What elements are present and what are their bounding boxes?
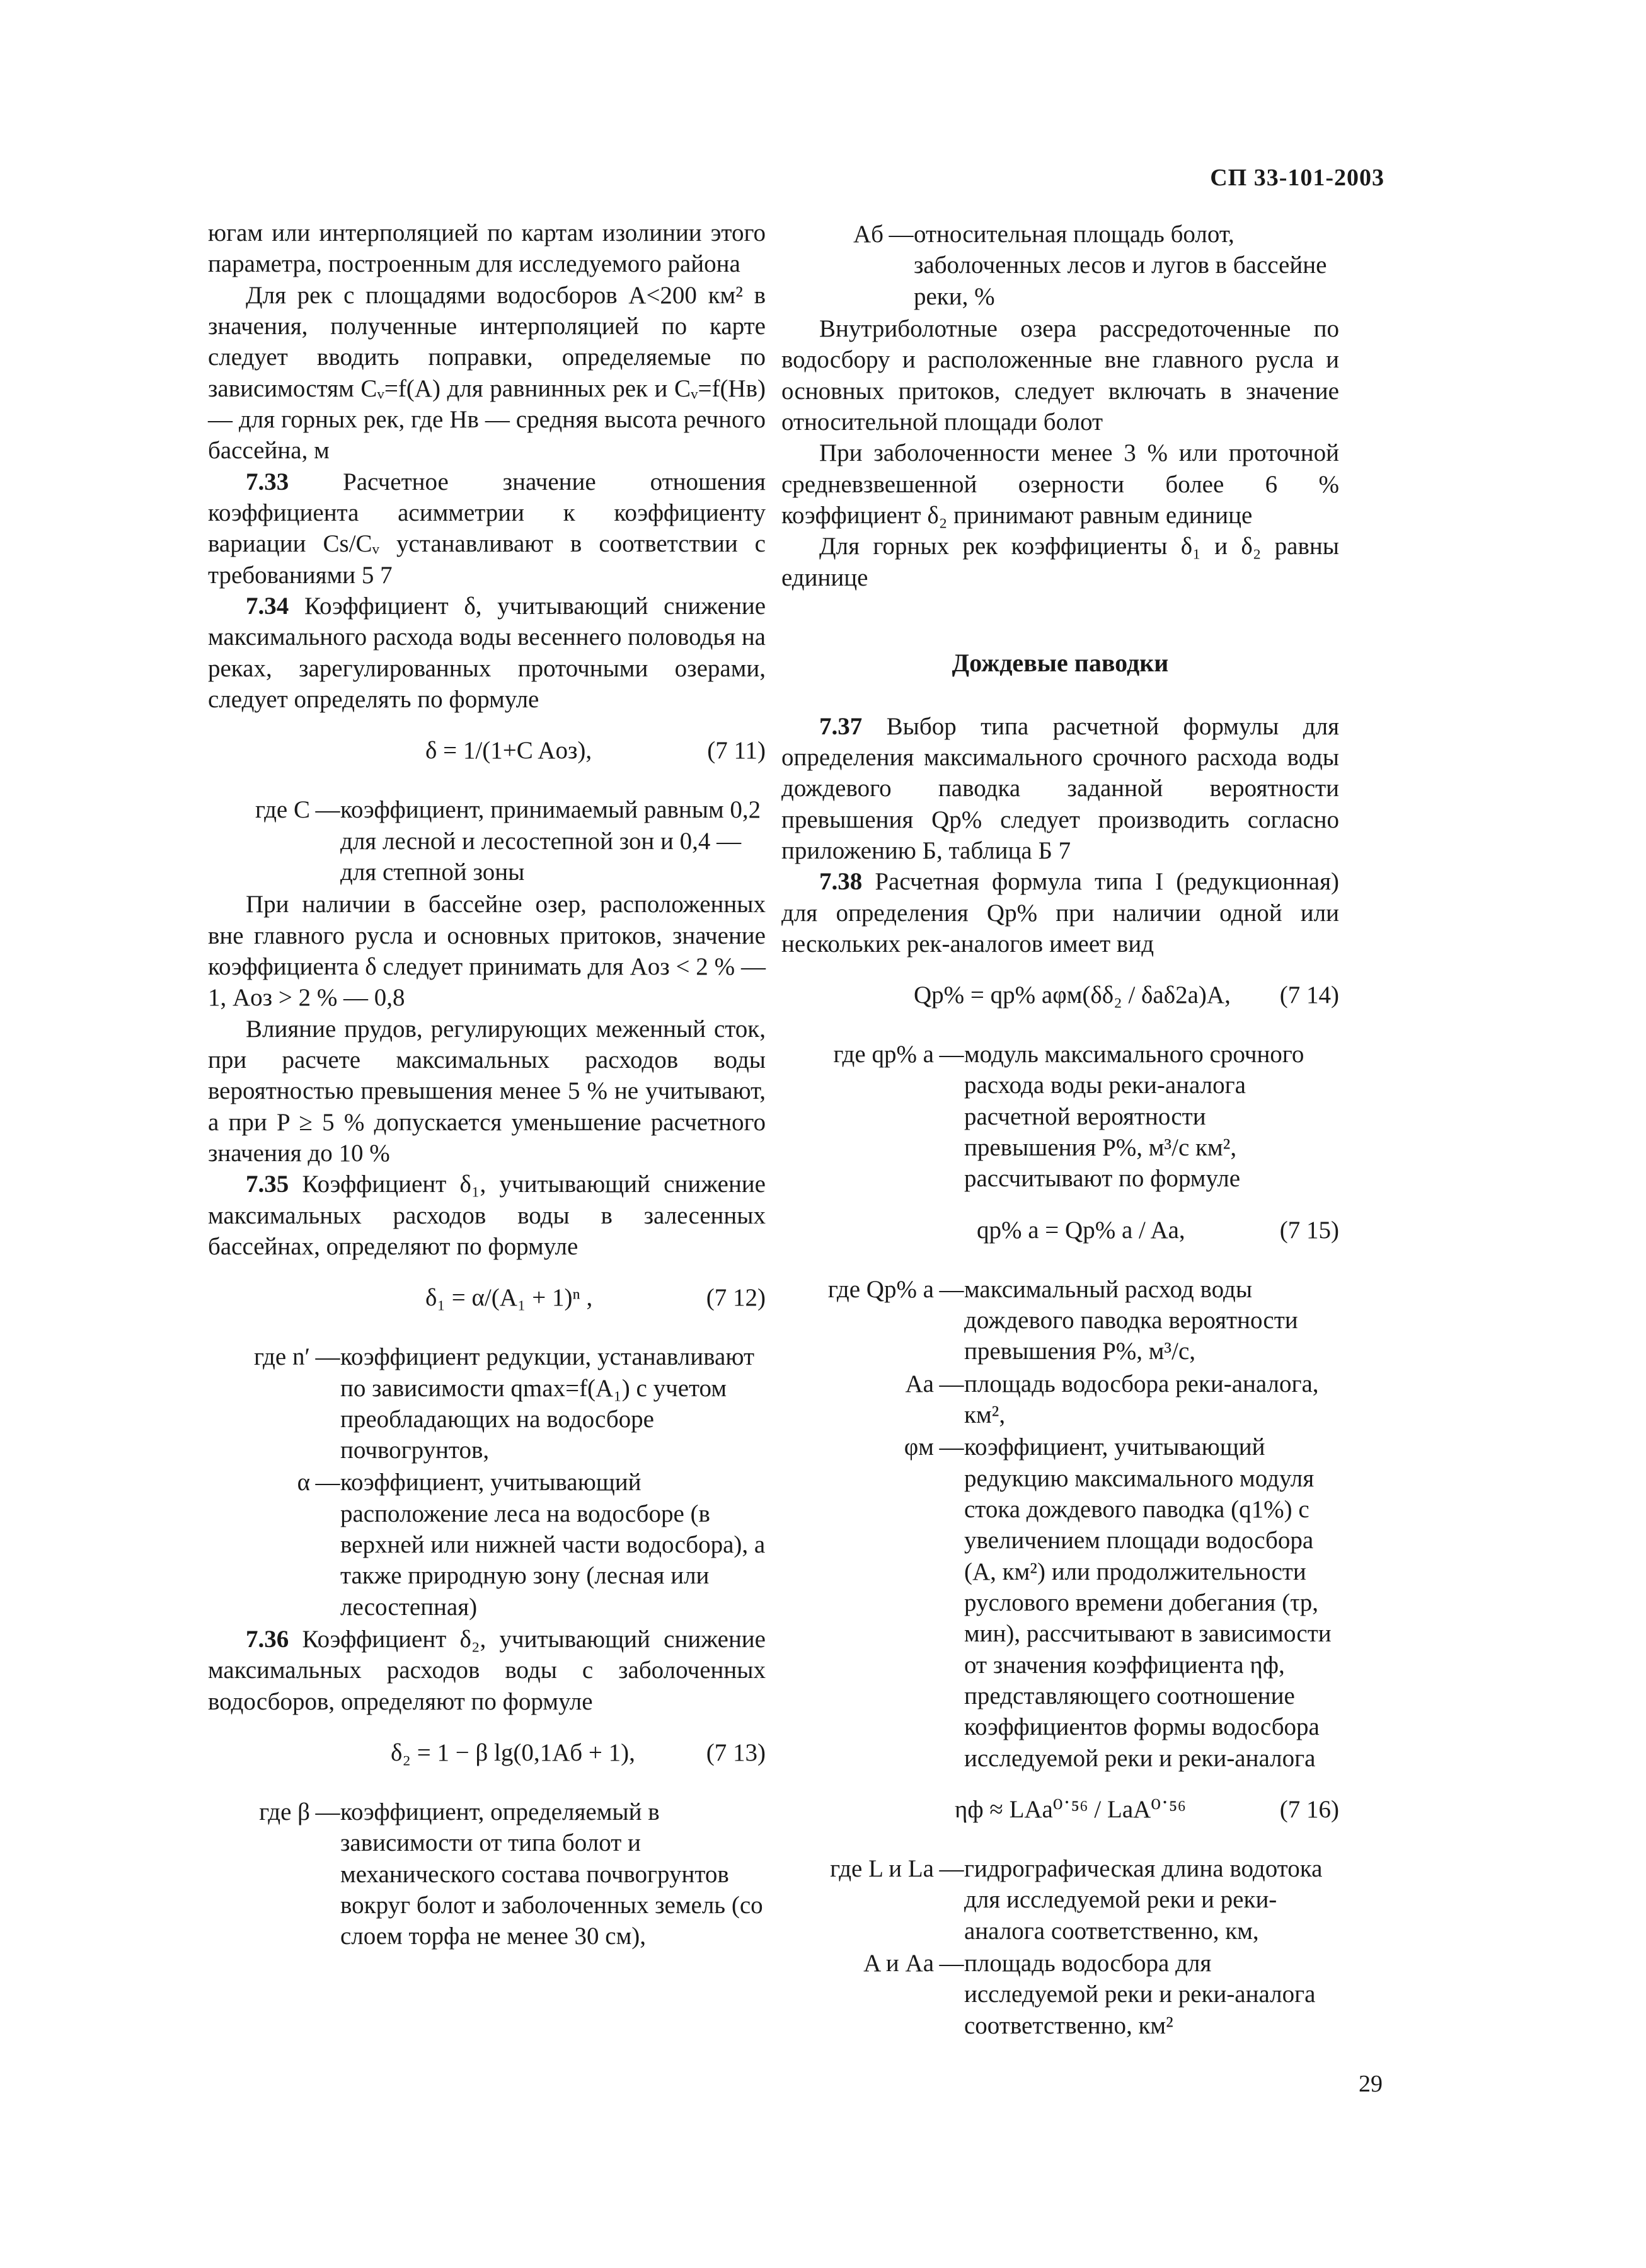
section-number: 7.34 (246, 592, 289, 620)
section-number: 7.35 (246, 1171, 289, 1198)
section-text: Коэффициент δ₂, учитывающий снижение максимальных расходов воды с заболоченных водосборов, определяют по формуле (208, 1626, 766, 1715)
dash: — (939, 1433, 964, 1461)
section-7-38 (781, 866, 1339, 959)
definition-term: Aб (853, 221, 883, 248)
definition (208, 1796, 766, 1952)
definition (208, 1467, 766, 1623)
formula-number: (7 12) (706, 1284, 766, 1312)
section-7-34 (208, 591, 766, 715)
formula-expression: qp% a = Qp% a / Aa, (977, 1216, 1185, 1244)
formula-expression: δ₁ = α/(A₁ + 1)ⁿ , (425, 1284, 593, 1312)
definition-term: A и Aa (863, 1950, 934, 1977)
formula-number: (7 14) (1279, 981, 1339, 1009)
definition-text: модуль максимального срочного расхода воды реки-аналога расчетной вероятности превышения P%, м³/с км², рассчитывают по формуле (964, 1041, 1304, 1193)
definition-term: где C (255, 796, 310, 824)
definition (208, 794, 766, 888)
formula-number: (7 16) (1279, 1796, 1339, 1824)
formula-number: (7 11) (707, 737, 766, 765)
paragraph: Для горных рек коэффициенты δ₁ и δ₂ равны единице (781, 533, 1339, 591)
definition-term: φм (904, 1433, 934, 1461)
formula-7-14 (781, 973, 1339, 1017)
dash: — (939, 1041, 964, 1068)
section-text: Расчетное значение отношения коэффициента асимметрии к коэффициенту вариации Cs/Cᵥ устанавливают в соответствии с требованиями 5 7 (208, 468, 766, 589)
definition (781, 1853, 1339, 1947)
definition-term: Aa (905, 1370, 934, 1397)
definition (781, 1274, 1339, 1367)
section-7-33 (208, 466, 766, 591)
definition (208, 1341, 766, 1466)
dash: — (315, 1343, 340, 1371)
paragraph: югам или интерполяцией по картам изолинии этого параметра, построенным для исследуемого района (208, 219, 766, 278)
section-7-36 (208, 1624, 766, 1717)
definition-term: где L и La (830, 1855, 934, 1883)
definition (781, 219, 1339, 312)
definition-text: коэффициент, учитывающий расположение леса на водосборе (в верхней или нижней части водосбора), а также природную зону (лесная или лесостепная) (340, 1469, 766, 1621)
formula-7-11 (208, 729, 766, 773)
dash: — (939, 1370, 964, 1397)
dash: — (315, 1798, 340, 1826)
section-text: Коэффициент δ₁, учитывающий снижение максимальных расходов воды в залесенных бассейнах, определяют по формуле (208, 1171, 766, 1260)
definition-text: относительная площадь болот, заболоченных лесов и лугов в бассейне реки, % (914, 221, 1327, 310)
definition (781, 1039, 1339, 1195)
section-text: Выбор типа расчетной формулы для определения максимального срочного расхода воды дождевого паводка заданной вероятности превышения Qp% следует производить согласно приложению Б, таблица Б 7 (781, 712, 1340, 864)
dash: — (889, 221, 914, 248)
formula-7-13 (208, 1731, 766, 1775)
section-text: Коэффициент δ, учитывающий снижение максимального расхода воды весеннего половодья на реках, зарегулированных проточными озерами, следует определять по формуле (208, 592, 766, 713)
dash: — (939, 1855, 964, 1883)
definition-term: где qp% a (833, 1041, 934, 1068)
formula-7-15 (781, 1208, 1339, 1253)
definition-text: коэффициент, принимаемый равным 0,2 для лесной и лесостепной зон и 0,4 — для степной зоны (340, 796, 761, 886)
paragraph: При заболоченности менее 3 % или проточной средневзвешенной озерности более 6 % коэффициент δ₂ принимают равным единице (781, 439, 1339, 529)
formula-expression: δ₂ = 1 − β lg(0,1Aб + 1), (391, 1739, 635, 1767)
section-number: 7.36 (246, 1626, 289, 1653)
formula-7-12 (208, 1276, 766, 1320)
section-number: 7.37 (819, 712, 863, 740)
definition-term: где β (259, 1798, 310, 1826)
formula-number: (7 15) (1279, 1216, 1339, 1244)
formula-expression: ηф ≈ LAa⁰˙⁵⁶ / LaA⁰˙⁵⁶ (955, 1796, 1187, 1824)
paragraph: Влияние прудов, регулирующих меженный сток, при расчете максимальных расходов воды вероятностью превышения менее 5 % не учитывают, а при P ≥ 5 % допускается уменьшение расчетного значения до 10 % (208, 1015, 766, 1167)
document-code: СП 33-101-2003 (1210, 165, 1384, 191)
definition-text: коэффициент, учитывающий редукцию максимального модуля стока дождевого паводка (q1%) с увеличением площади водосбора (A, км²) или продолжительности руслового времени добегания (τр, мин), рассчитывают в зависимости от значения коэффициента ηф, представляющего соотношение коэффициентов формы водосбора исследуемой реки и реки-аналога (964, 1433, 1332, 1772)
page-number: 29 (1359, 2071, 1383, 2097)
definition-term: где Qp% a (827, 1275, 934, 1303)
left-column (208, 217, 766, 1953)
dash: — (939, 1950, 964, 1977)
definition-term: где n′ (254, 1343, 310, 1371)
formula-number: (7 13) (706, 1739, 766, 1767)
paragraph: Внутриболотные озера рассредоточенные по водосбору и расположенные вне главного русла и основных притоков, следует включать в значение относительной площади болот (781, 315, 1339, 436)
definition (781, 1432, 1339, 1774)
section-number: 7.33 (246, 468, 289, 495)
dash: — (315, 1469, 340, 1496)
paragraph: При наличии в бассейне озер, расположенных вне главного русла и основных притоков, значение коэффициента δ следует принимать для Aоз < 2 % — 1, Aоз > 2 % — 0,8 (208, 891, 766, 1012)
definition-text: гидрографическая длина водотока для исследуемой реки и реки-аналога соответственно, км, (964, 1855, 1323, 1945)
section-7-35 (208, 1169, 766, 1262)
section-heading: Дождевые паводки (952, 648, 1169, 677)
section-text: Расчетная формула типа I (редукционная) для определения Qp% при наличии одной или нескольких рек-аналогов имеет вид (781, 868, 1340, 958)
paragraph: Для рек с площадями водосборов А<200 км² в значения, полученные интерполяцией по карте следует вводить поправки, определяемые по зависимостям Cᵥ=f(A) для равнинных рек и Cᵥ=f(Hв) — для горных рек, где Hв — средняя высота речного бассейна, м (208, 281, 766, 465)
formula-7-16 (781, 1788, 1339, 1832)
section-7-37 (781, 711, 1339, 867)
definition (781, 1948, 1339, 2041)
right-column (781, 217, 1339, 2042)
formula-expression: δ = 1/(1+C Aоз), (425, 737, 592, 765)
definition-text: площадь водосбора для исследуемой реки и реки-аналога соответственно, км² (964, 1950, 1316, 2039)
dash: — (939, 1275, 964, 1303)
definition (781, 1368, 1339, 1431)
definition-text: площадь водосбора реки-аналога, км², (964, 1370, 1319, 1429)
definition-text: максимальный расход воды дождевого паводка вероятности превышения P%, м³/с, (964, 1275, 1298, 1365)
section-number: 7.38 (819, 868, 863, 896)
definition-text: коэффициент редукции, устанавливают по зависимости qmax=f(A₁) с учетом преобладающих на водосборе почвогрунтов, (340, 1343, 754, 1464)
formula-expression: Qp% = qp% aφм(δδ₂ / δaδ2a)A, (914, 981, 1231, 1009)
definition-text: коэффициент, определяемый в зависимости от типа болот и механического состава почвогрунтов вокруг болот и заболоченных земель (со слоем торфа не менее 30 см), (340, 1798, 763, 1950)
definition-term: α (297, 1469, 310, 1496)
dash: — (315, 796, 340, 824)
